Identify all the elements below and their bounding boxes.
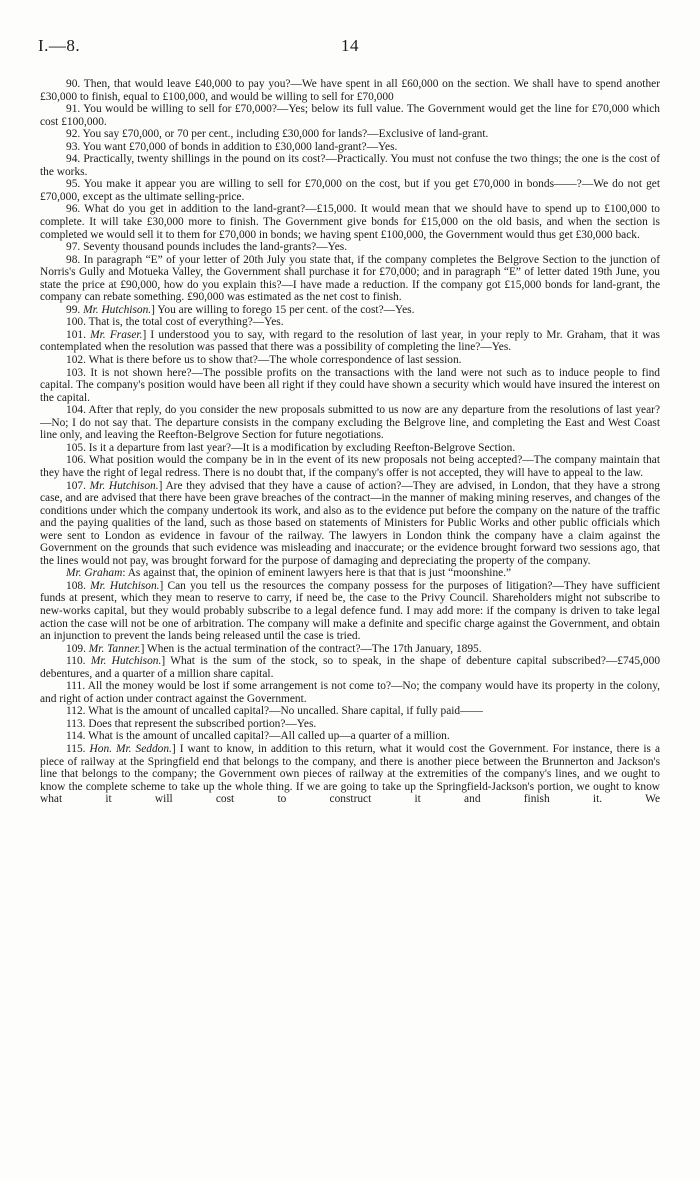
paragraph: 112. What is the amount of uncalled capital?—No uncalled. Share capital, if fully paid—— [66,705,483,718]
paragraph: 109. Mr. Tanner.] When is the actual termination of the contract?—The 17th January, 1895. [66,642,482,655]
paragraph: 107. Mr. Hutchison.] Are they advised that they have a cause of action?—They are advised, in London, that they have a strong case, and are advised that there have been grave breaches of the contract—in the manner of making mining reserves, and changes of the conditions under which the company undertook its work, and also as to the evidence put before the company on the nature of the traffic and the paying qualities of the land, such as those based on statements of Ministers for Public Works and other public officials which were sent to London as evidence in favour of the railway. The lawyers in London think the company have a claim against the Government on the grounds that such evidence was misleading and inaccurate; or the evidence brought forward two sessions ago, that the lines would not pay, was brought forward for the purpose of damaging and depreciating the property of the company. [40,479,660,567]
paragraph: 108. Mr. Hutchison.] Can you tell us the resources the company possess for the purposes of litigation?—They have sufficient funds at present, which they mean to reserve to carry, if need be, the case to the Privy Council. Shareholders might not subscribe to new-works capital, but they would probably subscribe to a legal defence fund. I may add more: if the company is driven to take legal action the case will not be one of arbitration. The company will make a definite and specific charge against the Government, and obtain an injunction to prevent the lands being released until the case is tried. [40,579,660,643]
paragraph: 95. You make it appear you are willing to sell for £70,000 on the cost, but if you get £70,000 in bonds——?—We do not get £70,000, except as the ultimate selling-price. [40,178,660,203]
speaker-name: Hon. Mr. Seddon. [89,742,172,755]
speaker-name: Mr. Graham [66,567,123,580]
paragraph: 102. What is there before us to show that?—The whole correspondence of last session. [66,354,462,367]
paragraph: 110. Mr. Hutchison.] What is the sum of the stock, so to speak, in the shape of debenture capital subscribed?—£745,000 debentures, and a quarter of a million share capital. [40,655,661,680]
paragraph: 111. All the money would be lost if some arrangement is not come to?—No; the company would have its property in the colony, and right of action under contract against the Government. [40,680,660,705]
speaker-name: Mr. Hutchison. [89,479,159,492]
speaker-name: Mr. Fraser. [90,328,143,341]
paragraph: 103. It is not shown here?—The possible profits on the transactions with the land were not such as to induce people to find capital. The company's position would have been all right if they could have shown a security which would have insured the interest on the capital. [40,366,660,404]
paragraph: 92. You say £70,000, or 70 per cent., including £30,000 for lands?—Exclusive of land-grant. [66,128,489,141]
document-reference: I.—8. [38,36,81,55]
paragraph: 96. What do you get in addition to the land-grant?—£15,000. It would mean that we should have to spend up to £100,000 to complete. It will take £30,000 more to finish. The Government give bonds for £15,000 on the old basis, and when the section is completed we would sell it to them for £70,000 in bonds; we having spent £100,000, the Government would thus get £30,000 back. [40,203,660,241]
page-number: 14 [341,36,359,55]
paragraph: 98. In paragraph “E” of your letter of 20th July you state that, if the company completes the Belgrove Section to the junction of Norris's Gully and Motueka Valley, the Government shall purchase it for £70,000; and in paragraph “E” of letter dated 19th June, you state the price at £90,000, how do you explain this?—I have made a reduction. If the company got £15,000 bonds for land-grant, the company can rebate something. £90,000 was estimated as the net cost to finish. [40,253,660,304]
page-body [40,78,660,806]
paragraph: 93. You want £70,000 of bonds in addition to £30,000 land-grant?—Yes. [66,140,398,153]
paragraph: 100. That is, the total cost of everything?—Yes. [66,316,284,329]
paragraph: 104. After that reply, do you consider the new proposals submitted to us now are any departure from the resolutions of last year?—No; I do not say that. The departure consists in the company excluding the Belgrove line, and completing the East and West Coast line only, and leaving the Reefton-Belgrove Section for future negotiations. [40,404,660,442]
paragraph: 115. Hon. Mr. Seddon.] I want to know, in addition to this return, what it would cost the Government. For instance, there is a piece of railway at the Springfield end that belongs to the company, and there is another piece between the Brunnerton and Jackson's line that belongs to the company; the Government own pieces of railway at the extremities of the company's lines, and we ought to know the complete scheme to take up the whole thing. If we are going to take up the Springfield-Jackson's portion, we ought to know what it will cost to construct it and finish it. We [40,742,661,806]
paragraph: 99. Mr. Hutchison.] You are willing to forego 15 per cent. of the cost?—Yes. [66,303,415,316]
paragraph: 114. What is the amount of uncalled capital?—All called up—a quarter of a million. [66,730,450,743]
speaker-name: Mr. Hutchison. [83,303,152,316]
paragraph: Mr. Graham: As against that, the opinion of eminent lawyers here is that that is just “moonshine.” [66,567,512,580]
speaker-name: Mr. Hutchison. [90,655,162,668]
paragraph: 101. Mr. Fraser.] I understood you to say, with regard to the resolution of last year, in your reply to Mr. Graham, that it was contemplated when the resolution was passed that there was a possibility of completing the line?—Yes. [40,328,660,354]
paragraph: 105. Is it a departure from last year?—It is a modification by excluding Reefton-Belgrove Section. [66,441,516,454]
speaker-name: Mr. Tanner. [88,642,141,655]
speaker-name: Mr. Hutchison. [90,579,160,592]
paragraph: 113. Does that represent the subscribed portion?—Yes. [66,717,317,730]
paragraph: 94. Practically, twenty shillings in the pound on its cost?—Practically. You must not confuse the two things; the one is the cost of the works. [40,153,660,178]
page-header [38,36,662,60]
paragraph: 106. What position would the company be in in the event of its new proposals not being accepted?—The company maintain that they have the right of legal redress. There is no doubt that, if the company's offer is not accepted, they will have to appeal to the law. [40,454,660,479]
paragraph: 91. You would be willing to sell for £70,000?—Yes; below its full value. The Government would get the line for £70,000 which cost £100,000. [40,103,660,128]
paragraph: 90. Then, that would leave £40,000 to pay you?—We have spent in all £60,000 on the section. We shall have to spend another £30,000 to finish, equal to £100,000, and would be willing to sell for £70,000 [40,78,660,103]
paragraph: 97. Seventy thousand pounds includes the land-grants?—Yes. [66,241,348,254]
